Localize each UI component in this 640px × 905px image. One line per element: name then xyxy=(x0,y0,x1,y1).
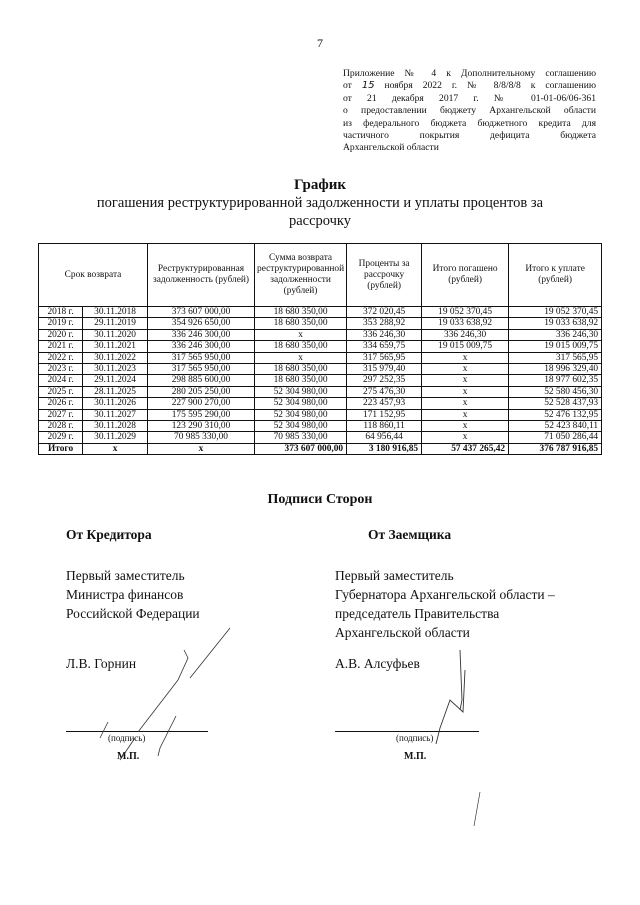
appendix-line-7: Архангельской области xyxy=(343,142,439,154)
total-date: x xyxy=(83,443,148,454)
borrower-position-line-2: Губернатора Архангельской области – xyxy=(335,587,555,602)
row-year: 2021 г. xyxy=(39,341,83,352)
row-year: 2027 г. xyxy=(39,409,83,420)
row-interest: 297 252,35 xyxy=(347,375,422,386)
row-interest: 353 288,92 xyxy=(347,318,422,329)
row-restructured: 317 565 950,00 xyxy=(148,364,255,375)
header-term: Срок возврата xyxy=(39,244,148,307)
row-to-pay: 19 033 638,92 xyxy=(509,318,602,329)
row-repaid: 19 052 370,45 xyxy=(422,307,509,318)
total-repayment: 373 607 000,00 xyxy=(255,443,347,454)
borrower-signature-caption: (подпись) xyxy=(396,733,434,743)
row-restructured: 298 885 600,00 xyxy=(148,375,255,386)
table-header-row xyxy=(39,244,602,307)
row-year: 2023 г. xyxy=(39,364,83,375)
row-to-pay: 19 052 370,45 xyxy=(509,307,602,318)
row-repayment: 52 304 980,00 xyxy=(255,398,347,409)
header-repaid: Итого погашено (рублей) xyxy=(422,244,509,307)
stray-mark-icon xyxy=(470,790,484,830)
table-row xyxy=(39,329,602,340)
row-date: 30.11.2029 xyxy=(83,432,148,443)
header-interest: Проценты за рассрочку (рублей) xyxy=(347,244,422,307)
signatures-heading: Подписи Сторон xyxy=(267,492,373,507)
row-interest: 223 457,93 xyxy=(347,398,422,409)
creditor-heading: От Кредитора xyxy=(66,527,152,542)
row-year: 2028 г. xyxy=(39,421,83,432)
borrower-position xyxy=(335,566,555,642)
row-interest: 315 979,40 xyxy=(347,364,422,375)
row-to-pay: 19 015 009,75 xyxy=(509,341,602,352)
row-year: 2022 г. xyxy=(39,352,83,363)
document-subtitle: погашения реструктурированной задолженности и уплаты процентов за рассрочку xyxy=(96,195,544,229)
row-restructured: 280 205 250,00 xyxy=(148,386,255,397)
creditor-position-line-3: Российской Федерации xyxy=(66,606,200,621)
row-year: 2026 г. xyxy=(39,398,83,409)
table-row xyxy=(39,398,602,409)
row-repayment: x xyxy=(255,352,347,363)
table-row xyxy=(39,318,602,329)
row-to-pay: 52 580 456,30 xyxy=(509,386,602,397)
row-interest: 334 659,75 xyxy=(347,341,422,352)
appendix-line-5: из федерального бюджета бюджетного кредита для xyxy=(343,117,596,129)
row-repayment: 18 680 350,00 xyxy=(255,318,347,329)
row-date: 30.11.2018 xyxy=(83,307,148,318)
creditor-position xyxy=(66,566,200,623)
table-row xyxy=(39,409,602,420)
row-date: 30.11.2023 xyxy=(83,364,148,375)
row-repayment: 18 680 350,00 xyxy=(255,307,347,318)
table-row xyxy=(39,341,602,352)
row-date: 29.11.2024 xyxy=(83,375,148,386)
row-year: 2019 г. xyxy=(39,318,83,329)
row-repayment: 18 680 350,00 xyxy=(255,341,347,352)
borrower-position-line-1: Первый заместитель xyxy=(335,568,454,583)
row-interest: 336 246,30 xyxy=(347,329,422,340)
row-repayment: 52 304 980,00 xyxy=(255,421,347,432)
table-row xyxy=(39,421,602,432)
row-restructured: 354 926 650,00 xyxy=(148,318,255,329)
row-date: 29.11.2019 xyxy=(83,318,148,329)
creditor-position-line-1: Первый заместитель xyxy=(66,568,185,583)
row-repaid: x xyxy=(422,409,509,420)
row-interest: 275 476,30 xyxy=(347,386,422,397)
row-repaid: x xyxy=(422,432,509,443)
row-repayment: 18 680 350,00 xyxy=(255,375,347,386)
row-repaid: 19 015 009,75 xyxy=(422,341,509,352)
header-to-pay: Итого к уплате (рублей) xyxy=(509,244,602,307)
borrower-position-line-4: Архангельской области xyxy=(335,625,470,640)
row-repaid: 336 246,30 xyxy=(422,329,509,340)
creditor-position-line-2: Министра финансов xyxy=(66,587,184,602)
row-year: 2029 г. xyxy=(39,432,83,443)
table-row xyxy=(39,307,602,318)
borrower-signature-icon xyxy=(420,640,480,750)
row-date: 30.11.2026 xyxy=(83,398,148,409)
borrower-name: А.В. Алсуфьев xyxy=(335,656,420,671)
table-row xyxy=(39,432,602,443)
row-repaid: x xyxy=(422,421,509,432)
row-repaid: x xyxy=(422,352,509,363)
row-date: 28.11.2025 xyxy=(83,386,148,397)
row-to-pay: 317 565,95 xyxy=(509,352,602,363)
row-to-pay: 71 050 286,44 xyxy=(509,432,602,443)
row-restructured: 336 246 300,00 xyxy=(148,341,255,352)
row-repaid: 19 033 638,92 xyxy=(422,318,509,329)
row-repayment: 52 304 980,00 xyxy=(255,409,347,420)
borrower-seal-label: М.П. xyxy=(404,751,427,762)
row-restructured: 317 565 950,00 xyxy=(148,352,255,363)
table-row xyxy=(39,352,602,363)
row-restructured: 373 607 000,00 xyxy=(148,307,255,318)
row-date: 30.11.2021 xyxy=(83,341,148,352)
row-interest: 171 152,95 xyxy=(347,409,422,420)
row-repaid: x xyxy=(422,375,509,386)
header-repayment: Сумма возврата реструктурированной задолженности (рублей) xyxy=(255,244,347,307)
row-repayment: 70 985 330,00 xyxy=(255,432,347,443)
total-repaid: 57 437 265,42 xyxy=(422,443,509,454)
row-to-pay: 18 977 602,35 xyxy=(509,375,602,386)
row-repaid: x xyxy=(422,386,509,397)
total-interest: 3 180 916,85 xyxy=(347,443,422,454)
row-repayment: 52 304 980,00 xyxy=(255,386,347,397)
row-interest: 372 020,45 xyxy=(347,307,422,318)
row-restructured: 227 900 270,00 xyxy=(148,398,255,409)
row-repaid: x xyxy=(422,364,509,375)
row-to-pay: 52 423 840,11 xyxy=(509,421,602,432)
appendix-line-1: Приложение № 4 к Дополнительному соглашению xyxy=(343,68,596,79)
appendix-line-4: о предоставлении бюджету Архангельской области xyxy=(343,105,596,117)
row-year: 2024 г. xyxy=(39,375,83,386)
creditor-signature-icon xyxy=(80,620,250,770)
row-restructured: 70 985 330,00 xyxy=(148,432,255,443)
row-year: 2025 г. xyxy=(39,386,83,397)
row-date: 30.11.2022 xyxy=(83,352,148,363)
appendix-handwritten-day: 15 xyxy=(361,80,375,92)
creditor-seal-label: М.П. xyxy=(117,751,140,762)
appendix-line-3: от 21 декабря 2017 г. № 01-01-06/06-361 xyxy=(343,92,596,104)
appendix-note xyxy=(343,68,596,155)
row-to-pay: 52 476 132,95 xyxy=(509,409,602,420)
creditor-name: Л.В. Горнин xyxy=(66,656,137,671)
appendix-date-suffix: ноября 2022 г. № 8/8/8/8 к соглашению xyxy=(384,80,597,92)
table-total-row xyxy=(39,443,602,454)
appendix-date-prefix: от xyxy=(343,80,352,92)
repayment-schedule-table xyxy=(38,243,602,455)
total-label: Итого xyxy=(39,443,83,454)
table-row xyxy=(39,375,602,386)
row-interest: 317 565,95 xyxy=(347,352,422,363)
row-date: 30.11.2028 xyxy=(83,421,148,432)
row-restructured: 123 290 310,00 xyxy=(148,421,255,432)
row-year: 2018 г. xyxy=(39,307,83,318)
header-restructured: Реструктурированная задолженность (рублей) xyxy=(148,244,255,307)
table-row xyxy=(39,386,602,397)
total-to-pay: 376 787 916,85 xyxy=(509,443,602,454)
row-repayment: x xyxy=(255,329,347,340)
total-restructured: x xyxy=(148,443,255,454)
row-to-pay: 336 246,30 xyxy=(509,329,602,340)
row-repaid: x xyxy=(422,398,509,409)
appendix-line-2 xyxy=(343,80,596,92)
row-repayment: 18 680 350,00 xyxy=(255,364,347,375)
row-date: 30.11.2027 xyxy=(83,409,148,420)
row-to-pay: 18 996 329,40 xyxy=(509,364,602,375)
row-year: 2020 г. xyxy=(39,329,83,340)
row-interest: 64 956,44 xyxy=(347,432,422,443)
row-restructured: 336 246 300,00 xyxy=(148,329,255,340)
creditor-signature-caption: (подпись) xyxy=(108,733,146,743)
appendix-line-6: частичного покрытия дефицита бюджета xyxy=(343,130,596,142)
document-title: График xyxy=(293,177,347,193)
row-date: 30.11.2020 xyxy=(83,329,148,340)
borrower-position-line-3: председатель Правительства xyxy=(335,606,500,621)
row-restructured: 175 595 290,00 xyxy=(148,409,255,420)
borrower-heading: От Заемщика xyxy=(368,527,452,542)
table-row xyxy=(39,364,602,375)
row-to-pay: 52 528 437,93 xyxy=(509,398,602,409)
row-interest: 118 860,11 xyxy=(347,421,422,432)
page-number: 7 xyxy=(317,36,323,50)
